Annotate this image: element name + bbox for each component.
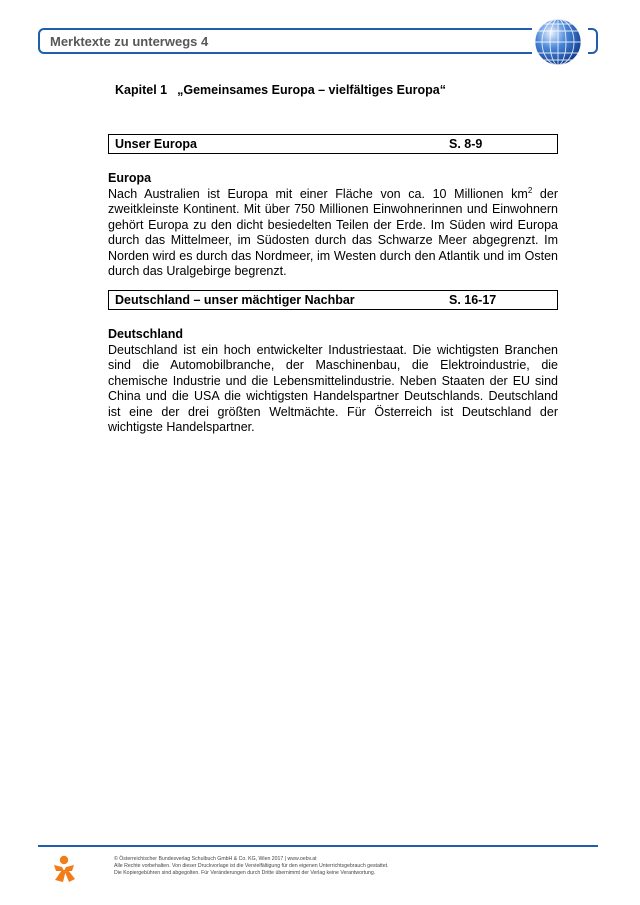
section-pages: S. 8-9: [449, 137, 483, 151]
header-bar: [38, 28, 598, 54]
text-block-europa: [108, 171, 558, 280]
footer-divider: [38, 845, 598, 847]
section-label: Deutschland – unser mächtiger Nachbar: [115, 293, 355, 307]
chapter-title: „Gemeinsames Europa – vielfältiges Europa“: [177, 83, 446, 97]
section-heading: Deutschland: [108, 327, 184, 341]
footer-copyright: © Österreichischer Bundesverlag Schulbuch GmbH & Co. KG, Wien 2017 | www.oebv.at Alle Rechte vorbehalten. Von dieser Druckvorlage ist die Vervielfältigung für den eigenen Unterrichtsgebrauch gestattet. Die Kopiergebühren sind abgegolten. Für Veränderungen durch Dritte übernimmt der Verlag keine Verantwortung.: [114, 856, 389, 876]
section-text: Deutschland ist ein hoch entwickelter Industriestaat. Die wichtigsten Branchen sind die Automobilbranche, der Maschinenbau, die Elektroindustrie, die chemische Industrie und die Lebensmittelindustrie. Neben Staaten der EU sind China und die USA die wichtigsten Handelspartner Deutschlands. Deutschland ist eine der drei größten Weltmächte. Für Österreich ist Deutschland der wichtigste Handelspartner.: [108, 342, 558, 434]
section-pages: S. 16-17: [449, 293, 497, 307]
section-label: Unser Europa: [115, 137, 197, 151]
section-header-deutschland: [108, 290, 558, 310]
chapter-number: Kapitel 1: [115, 83, 168, 97]
globe-icon: [533, 17, 583, 67]
section-heading: Europa: [108, 171, 152, 185]
chapter-heading: [115, 83, 446, 97]
header-title: Merktexte zu unterwegs 4: [50, 34, 209, 49]
text-block-deutschland: [108, 327, 558, 436]
section-header-europa: [108, 134, 558, 154]
oebv-logo: [50, 854, 78, 884]
section-text: Nach Australien ist Europa mit einer Fläche von ca. 10 Millionen $km^2$ der zweitkleinste Kontinent. Mit über 750 Millionen Einwohnerinnen und Einwohnern gehört Europa zu den dicht besiedelten Teilen der Erde. Im Süden wird Europa durch das Mittelmeer, im Südosten durch das Schwarze Meer abgegrenzt. Im Norden wird es durch das Nordmeer, im Westen durch den Atlantik und im Osten durch das Uralgebirge begrenzt.: [108, 185, 558, 278]
